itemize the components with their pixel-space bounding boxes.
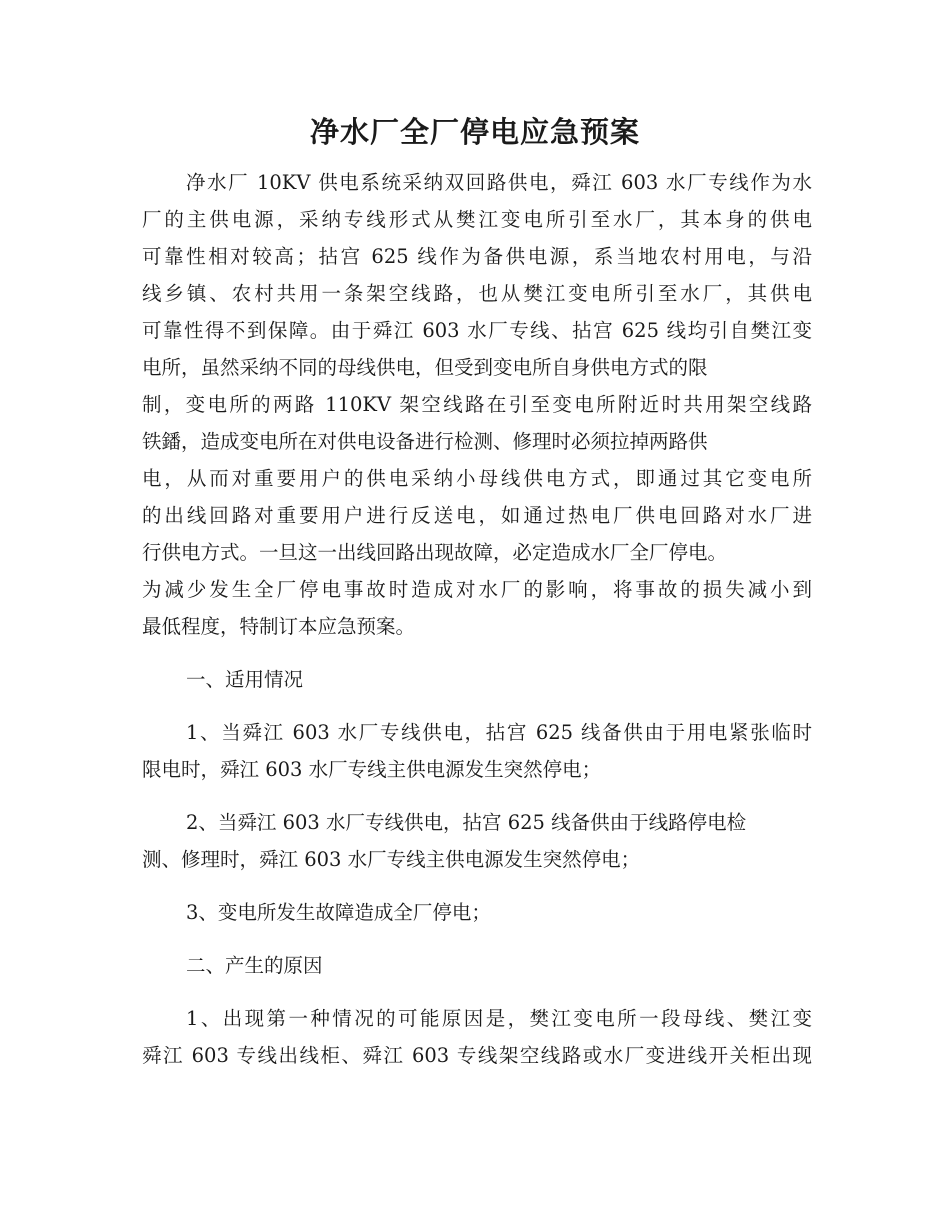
list-item-line: 限电时，舜江 603 水厂专线主供电源发生突然停电； <box>142 758 602 781</box>
intro-line: 行供电方式。一旦这一出线回路出现故障，必定造成水厂全厂停电。 <box>142 541 728 564</box>
intro-line: 最低程度，特制订本应急预案。 <box>142 615 416 638</box>
intro-line: 厂的主供电源，采纳专线形式从樊江变电所引至水厂，其本身的供电 <box>142 208 812 231</box>
list-item: 3、变电所发生故障造成全厂停电； <box>186 901 491 924</box>
section-heading: 二、产生的原因 <box>186 954 323 977</box>
intro-line: 的出线回路对重要用户进行反送电，如通过热电厂供电回路对水厂进 <box>142 504 812 527</box>
section-heading: 一、适用情况 <box>186 668 304 691</box>
list-item-line: 测、修理时，舜江 603 水厂专线主供电源发生突然停电； <box>142 848 641 871</box>
intro-line: 电，从而对重要用户的供电采纳小母线供电方式，即通过其它变电所 <box>142 467 812 490</box>
intro-line: 铁鐇，造成变电所在对供电设备进行检测、修理时必须拉掉两路供 <box>142 430 708 453</box>
document-title: 净水厂全厂停电应急预案 <box>309 115 640 149</box>
intro-line: 可靠性得不到保障。由于舜江 603 水厂专线、拈宫 625 线均引自樊江变 <box>142 319 812 342</box>
intro-line: 制，变电所的两路 110KV 架空线路在引至变电所附近时共用架空线路 <box>142 393 812 416</box>
list-item-line: 2、当舜江 603 水厂专线供电，拈宫 625 线备供由于线路停电检 <box>186 811 747 834</box>
list-item-line: 舜江 603 专线出线柜、舜江 603 专线架空线路或水厂变进线开关柜出现 <box>142 1044 812 1067</box>
list-item-line: 1、当舜江 603 水厂专线供电，拈宫 625 线备供由于用电紧张临时 <box>186 721 812 744</box>
intro-line: 电所，虽然采纳不同的母线供电，但受到变电所自身供电方式的限 <box>142 356 708 379</box>
intro-line: 为减少发生全厂停电事故时造成对水厂的影响，将事故的损失减小到 <box>142 578 812 601</box>
intro-line: 净水厂 10KV 供电系统采纳双回路供电，舜江 603 水厂专线作为水 <box>186 171 812 194</box>
intro-line: 可靠性相对较高；拈宫 625 线作为备供电源，系当地农村用电，与沿 <box>142 245 812 268</box>
intro-line: 线乡镇、农村共用一条架空线路，也从樊江变电所引至水厂，其供电 <box>142 282 812 305</box>
list-item-line: 1、出现第一种情况的可能原因是，樊江变电所一段母线、樊江变 <box>186 1007 812 1030</box>
